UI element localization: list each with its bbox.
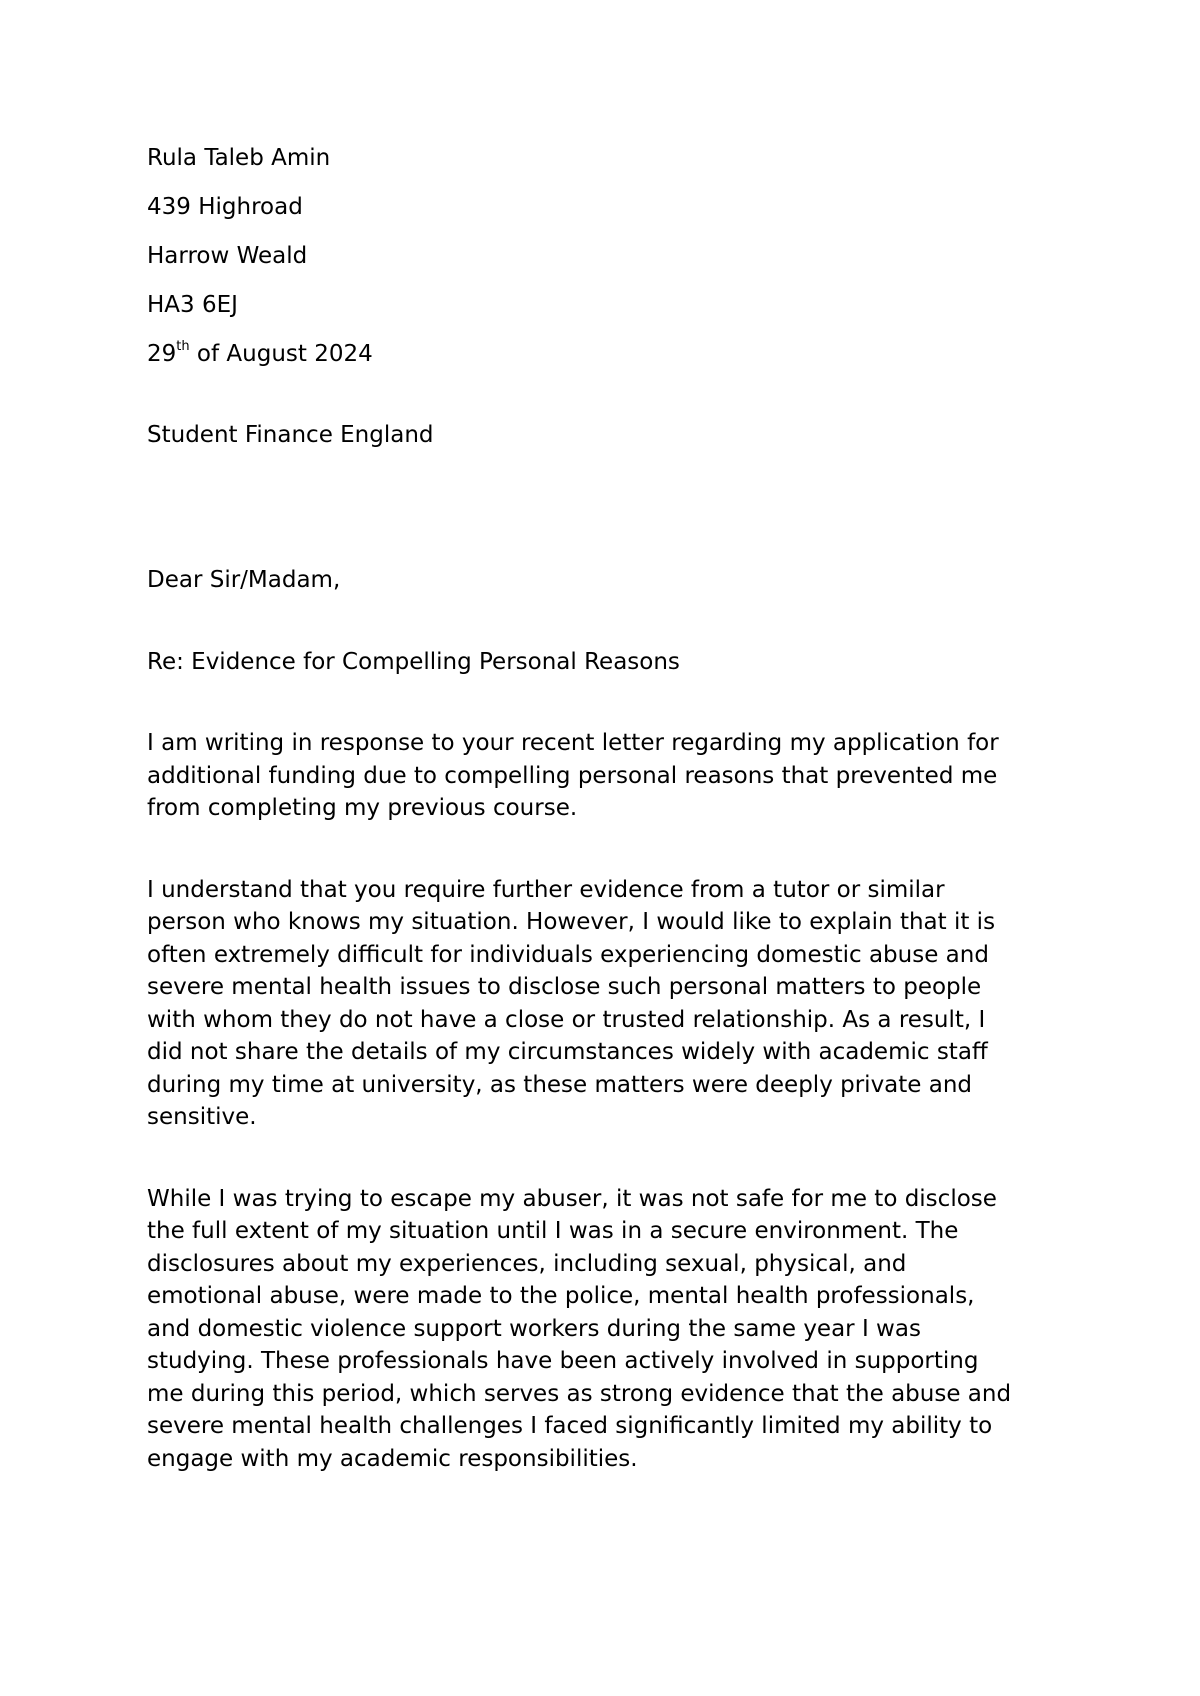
letter-date — [147, 338, 1077, 371]
sender-town: Harrow Weald — [147, 243, 308, 269]
letter-body — [147, 727, 1077, 1475]
paragraph-line: often extremely difficult for individuals experiencing domestic abuse and — [147, 941, 989, 968]
subject-line: Re: Evidence for Compelling Personal Reasons — [147, 648, 680, 675]
sender-name: Rula Taleb Amin — [147, 145, 331, 171]
paragraph-line: from completing my previous course. — [147, 795, 578, 821]
date-day: 29 — [147, 341, 177, 367]
paragraph-line: and domestic violence support workers during the same year I was — [147, 1315, 921, 1342]
paragraph-line: sensitive. — [147, 1104, 257, 1130]
paragraph — [147, 1183, 1077, 1476]
sender-address — [147, 142, 1077, 371]
paragraph-line: studying. These professionals have been actively involved in supporting — [147, 1348, 979, 1374]
paragraph-line: during my time at university, as these matters were deeply private and — [147, 1071, 973, 1098]
paragraph-line: me during this period, which serves as strong evidence that the abuse and — [147, 1380, 1012, 1407]
paragraph-line: severe mental health issues to disclose such personal matters to people — [147, 974, 982, 1000]
paragraph-line: While I was trying to escape my abuser, it was not safe for me to disclose — [147, 1185, 997, 1212]
paragraph-line: additional funding due to compelling personal reasons that prevented me — [147, 762, 998, 789]
paragraph-line: disclosures about my experiences, including sexual, physical, and — [147, 1250, 907, 1277]
paragraph-line: I am writing in response to your recent letter regarding my application for — [147, 730, 999, 756]
salutation: Dear Sir/Madam, — [147, 567, 341, 593]
date-rest: of August 2024 — [189, 341, 373, 367]
paragraph-line: I understand that you require further evidence from a tutor or similar — [147, 876, 945, 903]
paragraph-line: emotional abuse, were made to the police, mental health professionals, — [147, 1283, 975, 1309]
paragraph-line: with whom they do not have a close or trusted relationship. As a result, I — [147, 1006, 986, 1033]
recipient: Student Finance England — [147, 421, 434, 448]
sender-street: 439 Highroad — [147, 194, 303, 220]
paragraph-line: did not share the details of my circumstances widely with academic staff — [147, 1039, 988, 1065]
sender-postcode: HA3 6EJ — [147, 292, 238, 318]
paragraph-line: engage with my academic responsibilities. — [147, 1445, 638, 1472]
paragraph-line: the full extent of my situation until I was in a secure environment. The — [147, 1218, 959, 1244]
paragraph-line: severe mental health challenges I faced significantly limited my ability to — [147, 1413, 993, 1439]
letter-page — [147, 142, 1077, 1475]
paragraph — [147, 874, 1077, 1134]
paragraph — [147, 727, 1077, 825]
paragraph-line: person who knows my situation. However, I would like to explain that it is — [147, 909, 996, 935]
date-ordinal: th — [176, 339, 190, 355]
